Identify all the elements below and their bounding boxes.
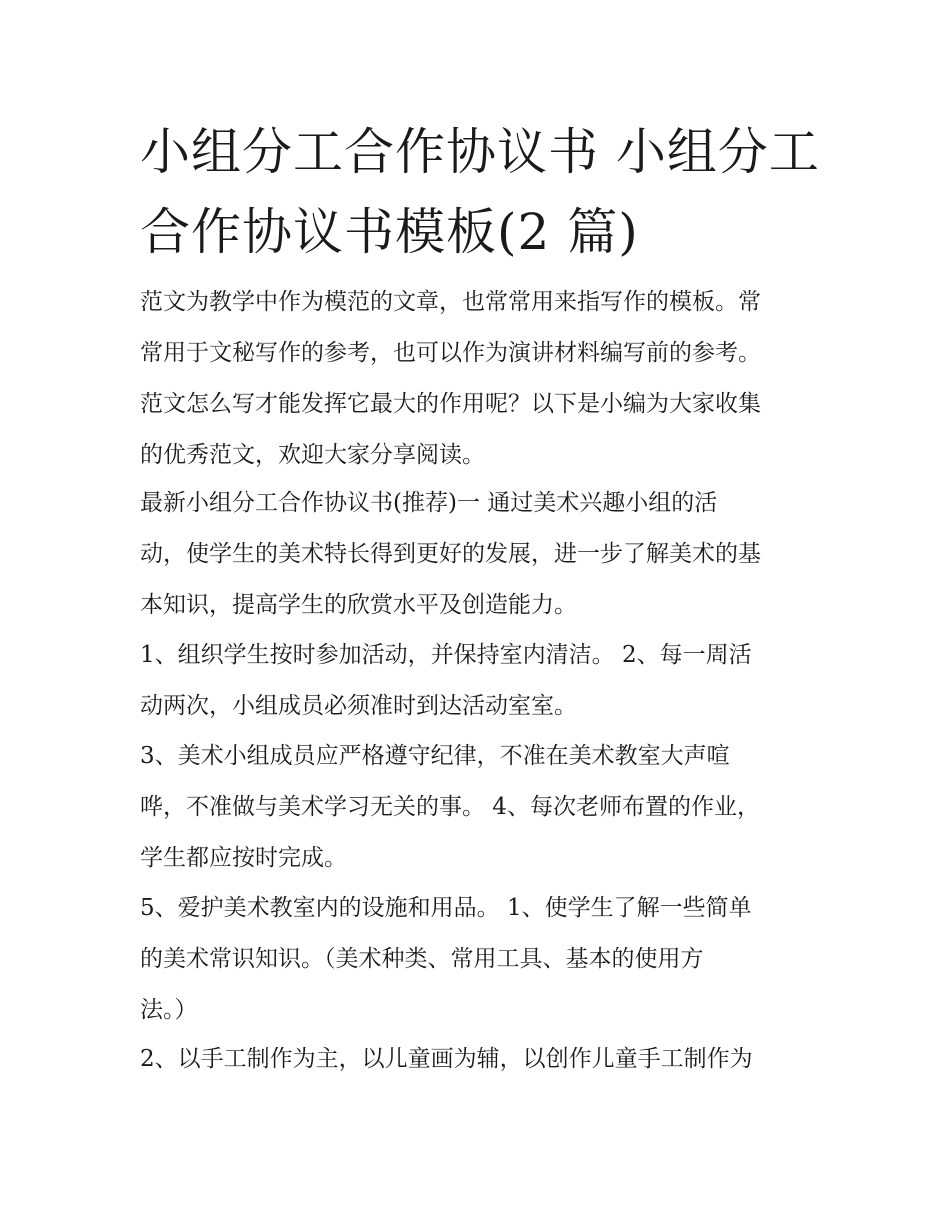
text-line: 3、美术小组成员应严格遵守纪律，不准在美术教室大声喧: [140, 743, 730, 769]
text-line: 动两次，小组成员必须准时到达活动室室。: [140, 693, 577, 719]
document-title: [140, 112, 820, 272]
text-line: 最新小组分工合作协议书(推荐)一 通过美术兴趣小组的活: [140, 490, 718, 516]
goal-2-paragraph: [140, 1034, 820, 1085]
text-line: 的美术常识知识。（美术种类、常用工具、基本的使用方: [140, 946, 704, 972]
text-line: 2、以手工制作为主，以儿童画为辅，以创作儿童手工制作为: [140, 1046, 753, 1072]
text-line: 哗，不准做与美术学习无关的事。 4、每次老师布置的作业，: [140, 794, 760, 820]
text-line: 常用于文秘写作的参考，也可以作为演讲材料编写前的参考。: [140, 340, 761, 366]
text-line: 法。）: [140, 997, 198, 1023]
text-line: 的优秀范文，欢迎大家分享阅读。: [140, 442, 485, 468]
rules-1-2-paragraph: [140, 630, 820, 732]
title-line-2: 合作协议书模板(2 篇): [140, 203, 639, 261]
text-line: 5、爱护美术教室内的设施和用品。 1、使学生了解一些简单: [140, 895, 752, 921]
text-line: 动，使学生的美术特长得到更好的发展，进一步了解美术的基: [140, 541, 761, 567]
title-line-1: 小组分工合作协议书 小组分工: [140, 123, 820, 181]
text-line: 范文为教学中作为模范的文章，也常常用来指写作的模板。常: [140, 289, 761, 315]
rules-3-4-paragraph: [140, 731, 820, 884]
section-one-intro-paragraph: [140, 478, 820, 631]
text-line: 本知识，提高学生的欣赏水平及创造能力。: [140, 592, 577, 618]
rule-5-and-goal-1-paragraph: [140, 883, 820, 1036]
text-line: 学生都应按时完成。: [140, 845, 347, 871]
text-line: 1、组织学生按时参加活动，并保持室内清洁。 2、每一周活: [140, 642, 752, 668]
intro-paragraph: [140, 277, 820, 481]
text-line: 范文怎么写才能发挥它最大的作用呢？以下是小编为大家收集: [140, 391, 761, 417]
